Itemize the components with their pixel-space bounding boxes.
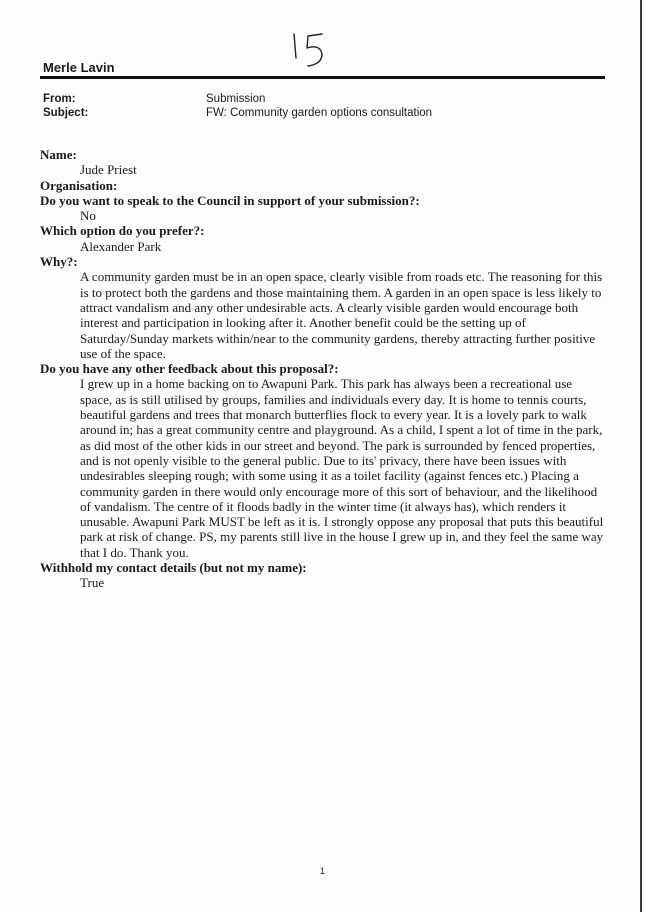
withhold-value: True xyxy=(80,575,105,591)
feedback-value: I grew up in a home backing on to Awapuni Park. This park has always been a recreational use space, as is still utilised by groups, families and individuals every day. It is home to tennis courts, beautiful gardens and trees that monarch butterflies flock to every year. It is a lovely park to walk around in; has a great community centre and playground. As a child, I spent a lot of time in the park, as did most of the other kids in our street and beyond. The park is surrounded by fenced properties, and is not openly visible to the general public. Due to its' privacy, there have been issues with undesirables sleeping rough; with some using it as a toilet facility (against fences etc.) Placing a community garden in there would only encourage more of this sort of behaviour, and the likelihood of vandalism. The centre of it floods badly in the winter time (it always has), which renders it unusable. Awapuni Park MUST be left as it is. I strongly oppose any proposal that puts this beautiful park at risk of change. PS, my parents still live in the house I grew up in, and they feel the same way that I do. Thank you. xyxy=(80,376,604,560)
handwritten-page-number xyxy=(282,30,342,74)
speak-label: Do you want to speak to the Council in support of your submission?: xyxy=(40,192,420,208)
from-label: From: xyxy=(43,93,76,105)
from-value: Submission xyxy=(206,93,266,105)
option-label: Which option do you prefer?: xyxy=(40,223,205,239)
why-label: Why?: xyxy=(40,254,78,270)
organisation-label: Organisation: xyxy=(40,177,118,193)
submission-form xyxy=(40,147,605,591)
scan-edge-line xyxy=(640,0,642,912)
page-number: 1 xyxy=(319,866,325,876)
name-label: Name: xyxy=(40,147,77,162)
why-value: A community garden must be in an open space, clearly visible from roads etc. The reasoning for this is to protect both the gardens and those maintaining them. A garden in an open space is less likely to attract vandalism and any other undesirable acts. A clearly visible garden would encourage both interest and participation in looking after it. Another benefit could be the setting up of Saturday/Sunday markets within/near to the community gardens, thereby attracting further positive use of the space. xyxy=(80,269,603,361)
header-divider xyxy=(40,76,605,79)
subject-label: Subject: xyxy=(43,107,89,119)
sender-name: Merle Lavin xyxy=(43,60,115,75)
name-value: Jude Priest xyxy=(80,162,137,178)
speak-value: No xyxy=(80,208,96,224)
subject-value: FW: Community garden options consultation xyxy=(206,107,433,119)
option-value: Alexander Park xyxy=(80,238,162,254)
feedback-label: Do you have any other feedback about this proposal?: xyxy=(40,361,339,377)
withhold-label: Withhold my contact details (but not my name): xyxy=(40,560,307,576)
